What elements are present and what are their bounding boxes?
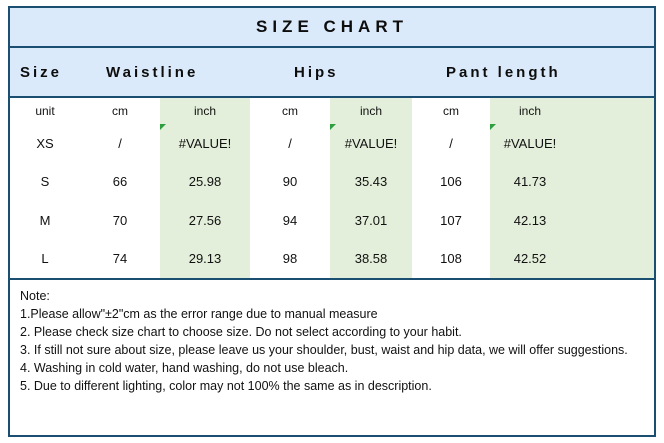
note-item: 4. Washing in cold water, hand washing, do not use bleach. [20, 361, 349, 375]
cell-blank [570, 124, 654, 162]
cell-waist-cm: 66 [80, 163, 160, 201]
cell-unit-pant-inch: inch [490, 98, 570, 124]
cell-blank [570, 163, 654, 201]
cell-unit-waist-cm: cm [80, 98, 160, 124]
table-row [10, 163, 654, 201]
note-item: 5. Due to different lighting, color may not 100% the same as in description. [20, 379, 432, 393]
cell-hips-inch: 37.01 [330, 201, 412, 239]
page-title: SIZE CHART [256, 17, 408, 36]
note-item: 1.Please allow"±2"cm as the error range due to manual measure [20, 307, 378, 321]
header-waistline: Waistline [106, 63, 199, 81]
cell-waist-inch: 29.13 [160, 240, 250, 278]
cell-hips-cm: 90 [250, 163, 330, 201]
size-chart-table [8, 6, 656, 437]
cell-waist-inch: 25.98 [160, 163, 250, 201]
cell-waist-cm: 70 [80, 201, 160, 239]
cell-unit-label: unit [10, 98, 80, 124]
cell-size: L [10, 240, 80, 278]
cell-pant-cm: / [412, 124, 490, 162]
cell-hips-inch: 35.43 [330, 163, 412, 201]
column-header-row [10, 48, 654, 98]
cell-size: XS [10, 124, 80, 162]
cell-pant-inch: 41.73 [490, 163, 570, 201]
cell-blank [570, 201, 654, 239]
cell-pant-cm: 107 [412, 201, 490, 239]
cell-size: S [10, 163, 80, 201]
cell-blank [570, 240, 654, 278]
chart-title-row [10, 8, 654, 48]
header-size: Size [20, 63, 63, 81]
cell-hips-cm: 94 [250, 201, 330, 239]
notes-section [10, 280, 654, 435]
cell-waist-cm: 74 [80, 240, 160, 278]
header-hips: Hips [294, 63, 339, 81]
cell-hips-cm: 98 [250, 240, 330, 278]
note-item: 2. Please check size chart to choose size. Do not select according to your habit. [20, 325, 462, 339]
table-row [10, 240, 654, 278]
cell-waist-cm: / [80, 124, 160, 162]
note-item: 3. If still not sure about size, please leave us your shoulder, bust, waist and hip data, we will offer suggestions. [20, 343, 628, 357]
cell-pant-inch: 42.13 [490, 201, 570, 239]
table-row [10, 124, 654, 162]
cell-pant-inch: 42.52 [490, 240, 570, 278]
cell-unit-blank [570, 98, 654, 124]
header-pant-length: Pant length [446, 63, 561, 81]
cell-waist-inch: 27.56 [160, 201, 250, 239]
cell-pant-cm: 106 [412, 163, 490, 201]
cell-hips-cm: / [250, 124, 330, 162]
cell-pant-inch: #VALUE! [490, 124, 570, 162]
cell-hips-inch: #VALUE! [330, 124, 412, 162]
cell-pant-cm: 108 [412, 240, 490, 278]
measurements-table-area [10, 98, 654, 280]
cell-unit-pant-cm: cm [412, 98, 490, 124]
cell-unit-hips-cm: cm [250, 98, 330, 124]
cell-unit-hips-inch: inch [330, 98, 412, 124]
cell-unit-waist-inch: inch [160, 98, 250, 124]
cell-size: M [10, 201, 80, 239]
cell-waist-inch: #VALUE! [160, 124, 250, 162]
notes-heading: Note: [20, 289, 50, 303]
table-row [10, 98, 654, 124]
measurements-table [10, 98, 654, 278]
cell-hips-inch: 38.58 [330, 240, 412, 278]
table-row [10, 201, 654, 239]
